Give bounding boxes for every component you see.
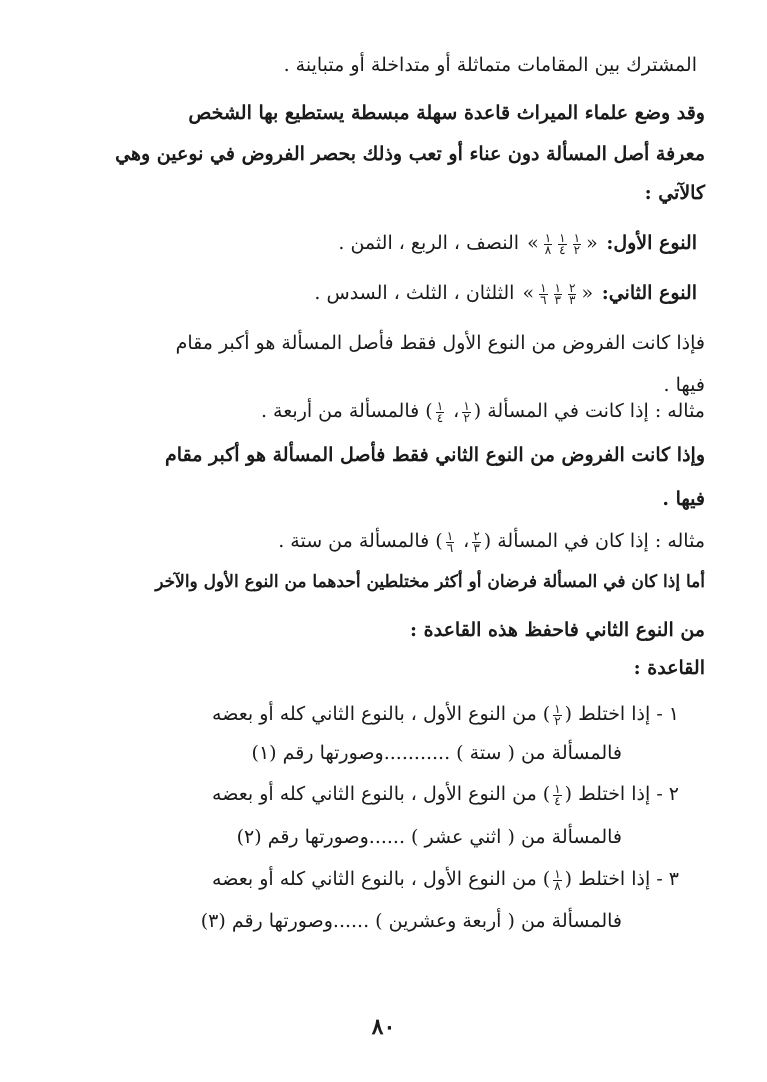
text-line: فيها . (663, 374, 705, 396)
example-line: مثاله : إذا كان في المسألة ( $\frac{٢}{٣}$ ، $\frac{١}{٦}$ ) فالمسألة من ستة . (278, 528, 705, 555)
page-number: ٨٠ (371, 1014, 396, 1040)
type-two-line: النوع الثاني: « $\frac{٢}{٣}$ $\frac{١}{٣}$ $\frac{١}{٦}$ » الثلثان ، الثلث ، السدس . (314, 280, 697, 307)
rule-item: ٢ - إذا اختلط ( $\frac{١}{٤}$ ) من النوع الأول ، بالنوع الثاني كله أو بعضه (212, 781, 679, 808)
text-line: من النوع الثاني فاحفظ هذه القاعدة : (410, 619, 705, 641)
rule-item: ١ - إذا اختلط ( $\frac{١}{٢}$ ) من النوع الأول ، بالنوع الثاني كله أو بعضه (212, 701, 679, 728)
fraction: $\frac{١}{٦}$ (540, 280, 547, 307)
fraction: $\frac{١}{٣}$ (554, 280, 561, 307)
rule-result: فالمسألة من ( اثني عشر ) ......وصورتها رقم (٢) (236, 826, 622, 848)
text-line: فيها . (662, 488, 705, 510)
section-title: القاعدة : (633, 657, 705, 679)
rule-item: ٣ - إذا اختلط ( $\frac{١}{٨}$ ) من النوع الأول ، بالنوع الثاني كله أو بعضه (212, 866, 679, 893)
fraction: $\frac{١}{٢}$ (573, 230, 581, 257)
text-line: المشترك بين المقامات متماثلة أو متداخلة أو متباينة . (283, 54, 697, 76)
fraction: $\frac{١}{٨}$ (544, 230, 552, 257)
rule-result: فالمسألة من ( ستة ) ...........وصورتها رقم (١) (251, 742, 622, 764)
type-label: النوع الثاني: (595, 282, 697, 304)
type-label: النوع الأول: (599, 232, 697, 254)
rule-result: فالمسألة من ( أربعة وعشرين ) ......وصورتها رقم (٣) (200, 910, 622, 932)
text-line: وقد وضع علماء الميراث قاعدة سهلة مبسطة يستطيع بها الشخص (188, 102, 705, 124)
text-line: كالآتي : (644, 182, 705, 204)
fraction: $\frac{١}{٤}$ (559, 230, 566, 257)
text-line: معرفة أصل المسألة دون عناء أو تعب وذلك بحصر الفروض في نوعين وهي (115, 143, 705, 165)
text-line: وإذا كانت الفروض من النوع الثاني فقط فأصل المسألة هو أكبر مقام (165, 444, 705, 466)
text-line: أما إذا كان في المسألة فرضان أو أكثر مختلطين أحدهما من النوع الأول والآخر (155, 572, 705, 592)
fraction: $\frac{٢}{٣}$ (569, 280, 576, 307)
example-line: مثاله : إذا كانت في المسألة ( $\frac{١}{٢}$ ، $\frac{١}{٤}$ ) فالمسألة من أربعة . (260, 398, 705, 425)
type-one-line: النوع الأول: « $\frac{١}{٢}$ $\frac{١}{٤}$ $\frac{١}{٨}$ » النصف ، الربع ، الثمن . (338, 230, 697, 257)
text-line: فإذا كانت الفروض من النوع الأول فقط فأصل المسألة هو أكبر مقام (175, 332, 705, 354)
